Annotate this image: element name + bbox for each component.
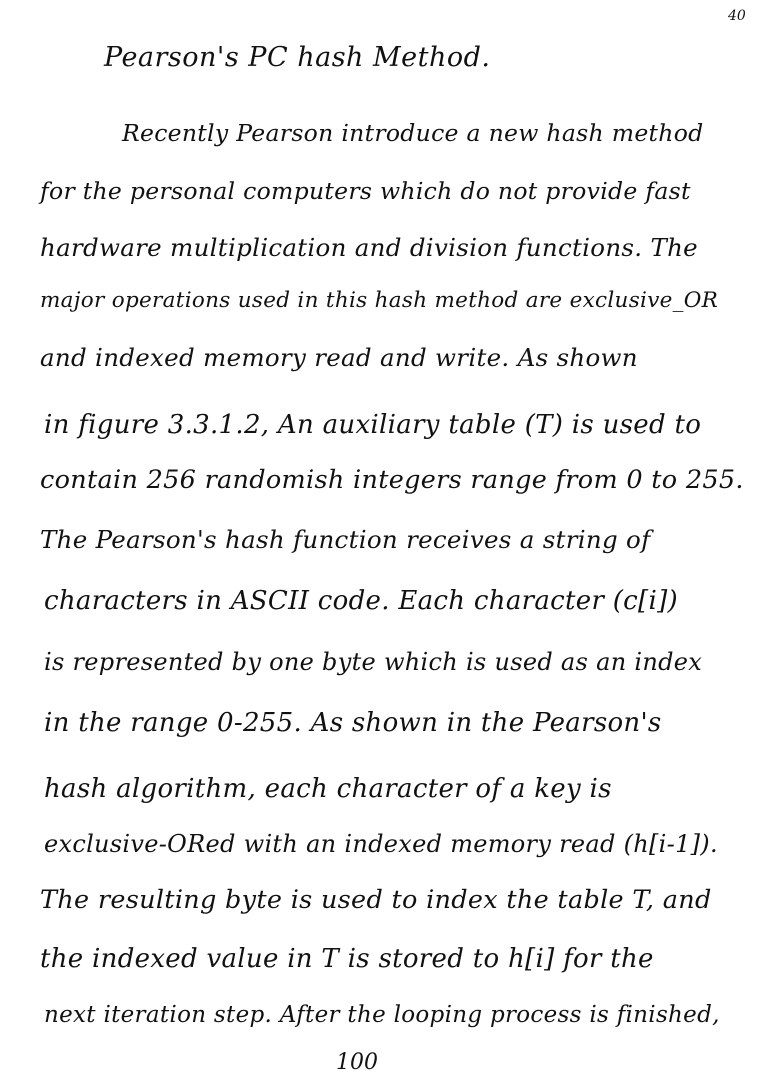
- text-line-15: the indexed value in T is stored to h[i] for the: [40, 944, 654, 974]
- text-line-1: Recently Pearson introduce a new hash method: [122, 119, 704, 147]
- text-line-13: exclusive-ORed with an indexed memory read (h[i-1]).: [44, 830, 718, 858]
- text-line-7: contain 256 randomish integers range from 0 to 255.: [40, 465, 744, 495]
- text-line-14: The resulting byte is used to index the table T, and: [40, 885, 712, 915]
- page-number: 40: [728, 8, 746, 24]
- text-line-9: characters in ASCII code. Each character (c[i]): [44, 586, 678, 616]
- text-line-3: hardware multiplication and division functions. The: [40, 233, 698, 262]
- text-line-11: in the range 0-255. As shown in the Pearson's: [44, 708, 662, 738]
- text-line-16: next iteration step. After the looping process is finished,: [44, 1002, 720, 1028]
- text-line-10: is represented by one byte which is used as an index: [44, 648, 703, 676]
- text-line-12: hash algorithm, each character of a key is: [44, 774, 612, 804]
- footer-page-number: 100: [336, 1050, 378, 1075]
- text-line-6: in figure 3.3.1.2, An auxiliary table (T) is used to: [44, 410, 702, 440]
- text-line-4: major operations used in this hash method are exclusive_OR: [40, 288, 719, 313]
- page-title: Pearson's PC hash Method.: [104, 42, 491, 73]
- text-line-8: The Pearson's hash function receives a string of: [40, 525, 651, 554]
- text-line-2: for the personal computers which do not provide fast: [40, 177, 691, 205]
- text-line-5: and indexed memory read and write. As shown: [40, 343, 638, 372]
